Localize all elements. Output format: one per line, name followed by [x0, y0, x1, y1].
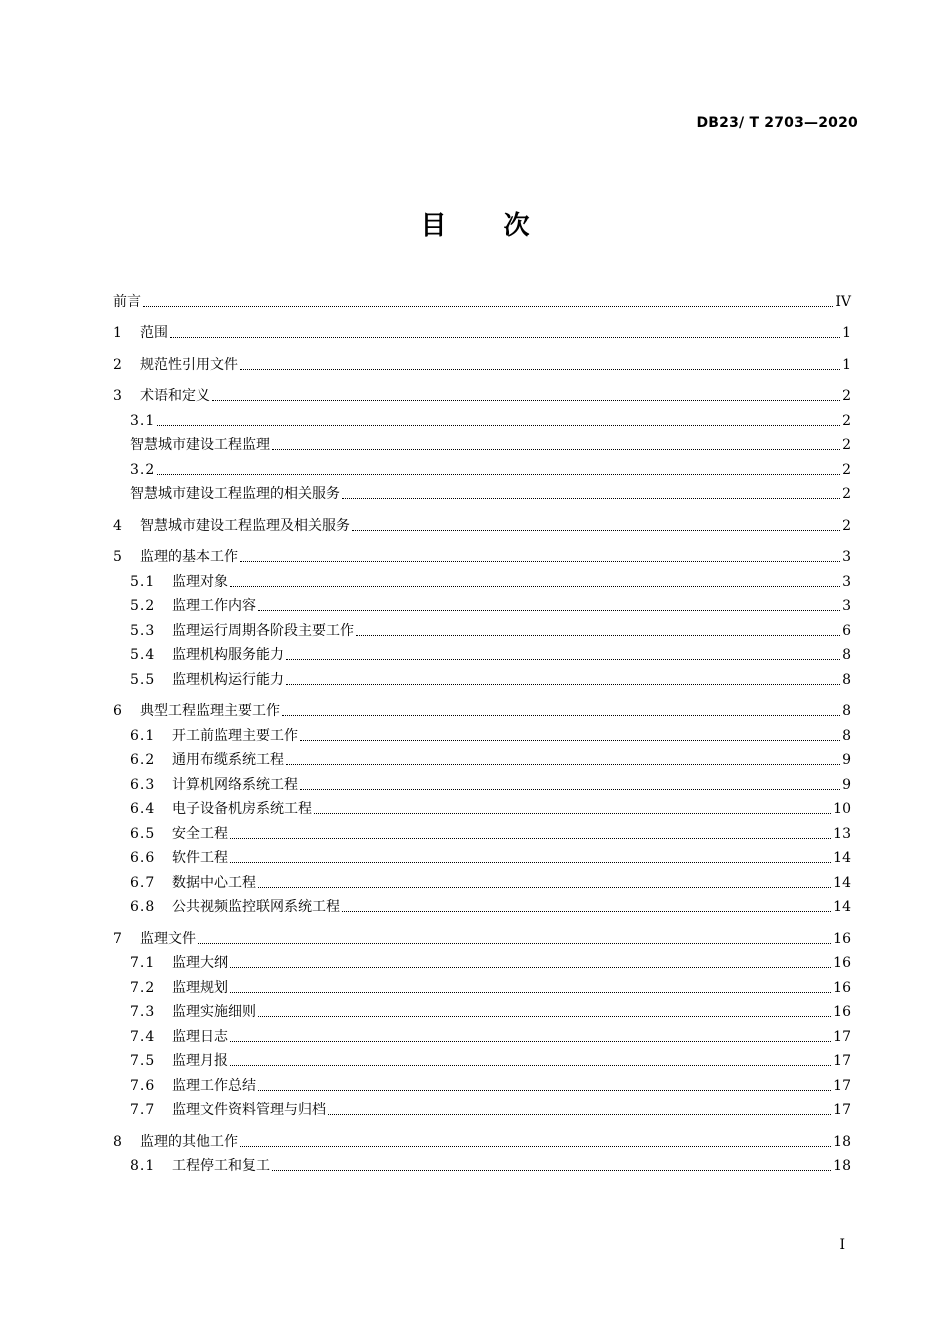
toc-entry[interactable]: [113, 794, 851, 819]
toc-entry[interactable]: [113, 1151, 851, 1176]
toc-entry-page: 2: [842, 388, 851, 404]
toc-entry[interactable]: [113, 769, 851, 794]
toc-leader-dots: [230, 1041, 831, 1042]
toc-entry-title: 典型工程监理主要工作: [140, 703, 280, 719]
toc-leader-dots: [356, 635, 840, 636]
toc-entry-page: 16: [833, 930, 851, 947]
toc-entry-page: 2: [842, 437, 851, 453]
toc-entry[interactable]: [113, 1046, 851, 1071]
toc-entry-title: 范围: [140, 325, 168, 341]
toc-entry[interactable]: [113, 818, 851, 843]
toc-leader-dots: [282, 715, 840, 716]
toc-entry-number: 7.1: [130, 955, 156, 971]
toc-entry-number: 7.4: [130, 1028, 156, 1045]
title-char-2: 次: [503, 211, 530, 241]
toc-entry-page: 9: [842, 776, 851, 793]
toc-entry-page: 14: [833, 874, 851, 891]
toc-leader-dots: [258, 1016, 831, 1017]
toc-entry-number: 5.3: [130, 622, 156, 639]
toc-entry-title: 软件工程: [172, 850, 228, 866]
toc-entry-number: 6.2: [130, 752, 156, 768]
table-of-contents: [113, 286, 851, 1175]
toc-leader-dots: [258, 1090, 831, 1091]
toc-entry-number: 7.2: [130, 979, 156, 996]
toc-entry-page: 6: [842, 622, 851, 639]
toc-entry-title: 监理文件: [140, 930, 196, 947]
toc-entry-title: 规范性引用文件: [140, 356, 238, 373]
toc-entry[interactable]: [113, 454, 851, 479]
toc-entry-title: 监理日志: [172, 1028, 228, 1045]
toc-entry-title: 开工前监理主要工作: [172, 727, 298, 744]
toc-entry-title: 监理工作内容: [172, 598, 256, 614]
toc-entry-title: 监理机构服务能力: [172, 647, 284, 663]
toc-entry-number: 3: [113, 388, 122, 404]
toc-entry-title: 监理的其他工作: [140, 1133, 238, 1150]
toc-entry-title: 智慧城市建设工程监理: [130, 437, 270, 453]
toc-entry[interactable]: [113, 745, 851, 770]
toc-entry[interactable]: [113, 430, 851, 455]
toc-entry[interactable]: [113, 542, 851, 567]
toc-leader-dots: [230, 838, 831, 839]
footer-page-number: I: [839, 1237, 845, 1253]
toc-leader-dots: [342, 911, 831, 912]
toc-leader-dots: [272, 449, 840, 450]
toc-entry-page: 10: [833, 801, 851, 817]
toc-entry-number: 7.6: [130, 1077, 156, 1094]
toc-entry-title: 公共视频监控联网系统工程: [172, 899, 340, 915]
toc-entry-title: 监理的基本工作: [140, 549, 238, 565]
toc-leader-dots: [314, 813, 831, 814]
toc-entry-page: 14: [833, 850, 851, 866]
toc-entry-page: 2: [842, 486, 851, 502]
toc-entry-number: 7.3: [130, 1004, 156, 1020]
toc-entry-title: 电子设备机房系统工程: [172, 801, 312, 817]
toc-entry-number: 6.7: [130, 874, 156, 891]
toc-entry-number: 3.1: [130, 412, 156, 429]
toc-entry-page: 8: [842, 647, 851, 663]
toc-entry-page: 1: [842, 325, 851, 341]
toc-entry-number: 6.4: [130, 801, 156, 817]
toc-entry-page: 3: [842, 549, 851, 565]
toc-entry[interactable]: [113, 664, 851, 689]
toc-entry[interactable]: [113, 510, 851, 535]
toc-leader-dots: [230, 1065, 831, 1066]
toc-leader-dots: [258, 610, 840, 611]
toc-entry-title: 监理规划: [172, 979, 228, 996]
toc-entry[interactable]: [113, 286, 851, 311]
toc-leader-dots: [352, 530, 840, 531]
toc-entry-page: 17: [833, 1102, 851, 1118]
toc-entry-title: 安全工程: [172, 825, 228, 842]
toc-entry-title: 监理工作总结: [172, 1077, 256, 1094]
toc-entry-page: 16: [833, 955, 851, 971]
toc-entry-title: 计算机网络系统工程: [172, 776, 298, 793]
toc-entry-number: 7.7: [130, 1102, 156, 1118]
toc-leader-dots: [286, 659, 840, 660]
toc-entry[interactable]: [113, 1095, 851, 1120]
page-title: [0, 205, 950, 242]
toc-leader-dots: [157, 474, 840, 475]
toc-entry[interactable]: [113, 972, 851, 997]
toc-leader-dots: [286, 764, 840, 765]
toc-entry-page: 18: [833, 1158, 851, 1174]
toc-leader-dots: [157, 425, 840, 426]
toc-entry-page: 2: [842, 517, 851, 534]
toc-entry-number: 5.2: [130, 598, 156, 614]
toc-leader-dots: [286, 684, 840, 685]
toc-entry-title: 通用布缆系统工程: [172, 752, 284, 768]
toc-entry-title: 智慧城市建设工程监理的相关服务: [130, 486, 340, 502]
toc-leader-dots: [300, 789, 840, 790]
toc-entry[interactable]: [113, 1126, 851, 1151]
toc-entry-number: 4: [113, 517, 122, 534]
toc-entry-title: 数据中心工程: [172, 874, 256, 891]
toc-entry[interactable]: [113, 591, 851, 616]
toc-entry[interactable]: [113, 997, 851, 1022]
toc-entry-number: 6.3: [130, 776, 156, 793]
toc-entry-page: 16: [833, 979, 851, 996]
toc-entry[interactable]: [113, 479, 851, 504]
toc-entry-page: 8: [842, 727, 851, 744]
toc-entry-page: 2: [842, 412, 851, 429]
toc-leader-dots: [230, 862, 831, 863]
toc-entry-page: 18: [833, 1133, 851, 1150]
toc-leader-dots: [198, 943, 831, 944]
toc-entry[interactable]: [113, 381, 851, 406]
toc-entry-title: 监理实施细则: [172, 1004, 256, 1020]
toc-entry-number: 5.1: [130, 573, 156, 590]
toc-entry-page: 8: [842, 671, 851, 688]
toc-leader-dots: [328, 1114, 831, 1115]
toc-leader-dots: [300, 740, 840, 741]
toc-entry-page: 9: [842, 752, 851, 768]
toc-entry[interactable]: [113, 892, 851, 917]
toc-entry-number: 6.1: [130, 727, 156, 744]
toc-entry[interactable]: [113, 696, 851, 721]
toc-leader-dots: [342, 498, 840, 499]
toc-entry-number: 6.8: [130, 899, 156, 915]
toc-entry[interactable]: [113, 615, 851, 640]
toc-entry-title: 监理月报: [172, 1053, 228, 1069]
toc-entry[interactable]: [113, 867, 851, 892]
toc-entry-number: 5: [113, 549, 122, 565]
toc-leader-dots: [240, 1146, 831, 1147]
toc-entry-number: 2: [113, 356, 122, 373]
toc-entry-page: 17: [833, 1028, 851, 1045]
toc-entry[interactable]: [113, 1070, 851, 1095]
toc-entry[interactable]: [113, 923, 851, 948]
toc-entry-number: 3.2: [130, 461, 156, 478]
title-char-1: 目: [420, 211, 447, 241]
toc-entry-title: 术语和定义: [140, 388, 210, 404]
toc-entry-title: 智慧城市建设工程监理及相关服务: [140, 517, 350, 534]
toc-entry-page: 17: [833, 1053, 851, 1069]
toc-leader-dots: [170, 337, 840, 338]
toc-entry[interactable]: [113, 405, 851, 430]
toc-entry-number: 8: [113, 1133, 122, 1150]
toc-entry-number: 6.6: [130, 850, 156, 866]
toc-entry-number: 1: [113, 325, 122, 341]
toc-leader-dots: [230, 586, 840, 587]
toc-leader-dots: [143, 306, 833, 307]
toc-entry[interactable]: [113, 720, 851, 745]
toc-entry-number: 7.5: [130, 1053, 156, 1069]
toc-leader-dots: [240, 561, 840, 562]
toc-entry-number: 6.5: [130, 825, 156, 842]
toc-entry-title: 监理机构运行能力: [172, 671, 284, 688]
toc-entry[interactable]: [113, 640, 851, 665]
toc-entry-page: 1: [842, 356, 851, 373]
toc-entry-title: 工程停工和复工: [172, 1158, 270, 1174]
toc-leader-dots: [212, 400, 840, 401]
toc-entry-page: 8: [842, 703, 851, 719]
toc-entry-number: 7: [113, 930, 122, 947]
toc-entry-page: 14: [833, 899, 851, 915]
toc-entry-page: IV: [835, 293, 851, 310]
toc-leader-dots: [230, 992, 831, 993]
toc-entry-title: 监理文件资料管理与归档: [172, 1102, 326, 1118]
toc-leader-dots: [240, 369, 840, 370]
toc-leader-dots: [258, 887, 831, 888]
toc-entry[interactable]: [113, 843, 851, 868]
toc-entry-title: 监理大纲: [172, 955, 228, 971]
toc-entry[interactable]: [113, 948, 851, 973]
toc-entry-number: 8.1: [130, 1158, 156, 1174]
toc-leader-dots: [230, 967, 831, 968]
toc-entry-title: 监理对象: [172, 573, 228, 590]
toc-entry[interactable]: [113, 349, 851, 374]
toc-entry-page: 3: [842, 573, 851, 590]
toc-entry-title: 前言: [113, 293, 141, 310]
toc-entry-number: 6: [113, 703, 122, 719]
toc-entry-page: 2: [842, 461, 851, 478]
toc-entry[interactable]: [113, 318, 851, 343]
toc-entry-page: 16: [833, 1004, 851, 1020]
toc-entry[interactable]: [113, 566, 851, 591]
toc-entry-number: 5.4: [130, 647, 156, 663]
toc-entry-number: 5.5: [130, 671, 156, 688]
standard-code: DB23/ T 2703—2020: [696, 115, 858, 131]
toc-leader-dots: [272, 1170, 831, 1171]
toc-entry-page: 13: [833, 825, 851, 842]
toc-entry-page: 3: [842, 598, 851, 614]
toc-entry[interactable]: [113, 1021, 851, 1046]
toc-entry-page: 17: [833, 1077, 851, 1094]
toc-entry-title: 监理运行周期各阶段主要工作: [172, 622, 354, 639]
